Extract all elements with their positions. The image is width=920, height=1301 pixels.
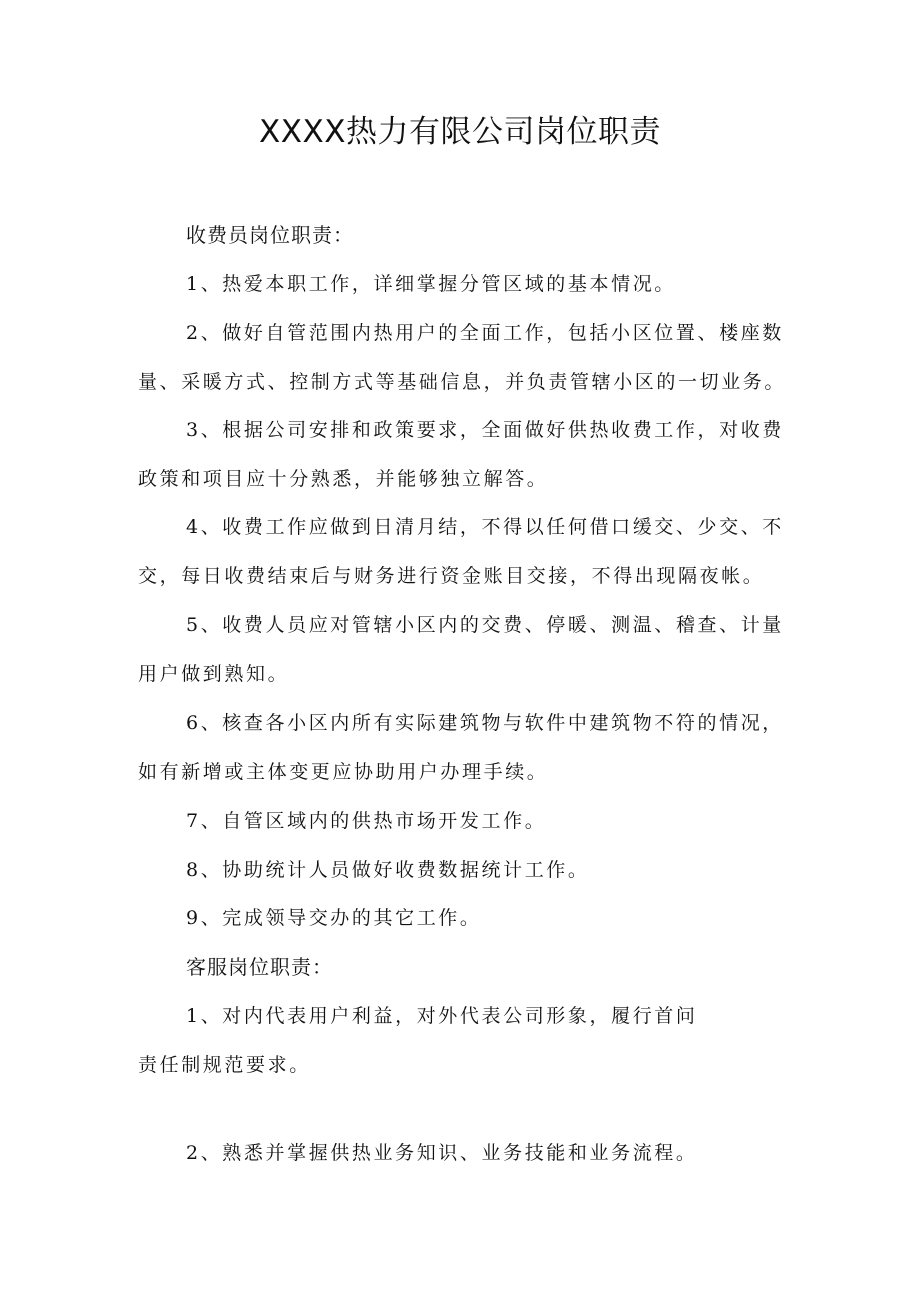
- duty-item-line: 责任制规范要求。: [138, 1054, 311, 1076]
- duty-item-line: 2、熟悉并掌握供热业务知识、业务技能和业务流程。: [186, 1142, 698, 1164]
- duty-item-line: 1、热爱本职工作，详细掌握分管区域的基本情况。: [186, 273, 676, 295]
- section-heading: 客服岗位职责：: [186, 955, 333, 979]
- duty-item-line: 2、做好自管范围内热用户的全面工作，包括小区位置、楼座数: [186, 322, 784, 344]
- duty-item-line: 1、对内代表用户利益，对外代表公司形象，履行首问: [186, 1005, 698, 1027]
- duty-item-line: 如有新增或主体变更应协助用户办理手续。: [138, 761, 549, 783]
- duty-item-line: 政策和项目应十分熟悉，并能够独立解答。: [138, 468, 549, 490]
- duty-item-line: 7、自管区域内的供热市场开发工作。: [186, 810, 547, 832]
- duty-item-line: 6、核查各小区内所有实际建筑物与软件中建筑物不符的情况，: [186, 712, 784, 734]
- duty-item-line: 量、采暖方式、控制方式等基础信息，并负责管辖小区的一切业务。: [138, 371, 787, 393]
- duty-item-line: 用户做到熟知。: [138, 663, 290, 685]
- section-heading: 收费员岗位职责：: [186, 223, 354, 247]
- duty-item-line: 4、收费工作应做到日清月结，不得以任何借口缓交、少交、不: [186, 516, 784, 538]
- document-title: XXXX热力有限公司岗位职责: [259, 114, 661, 150]
- duty-item-line: 9、完成领导交办的其它工作。: [186, 907, 482, 929]
- duty-item-line: 5、收费人员应对管辖小区内的交费、停暖、测温、稽查、计量: [186, 614, 784, 636]
- duty-item-line: 3、根据公司安排和政策要求，全面做好供热收费工作，对收费: [186, 419, 784, 441]
- duty-item-line: 交，每日收费结束后与财务进行资金账目交接，不得出现隔夜帐。: [138, 565, 765, 587]
- duty-item-line: 8、协助统计人员做好收费数据统计工作。: [186, 859, 590, 881]
